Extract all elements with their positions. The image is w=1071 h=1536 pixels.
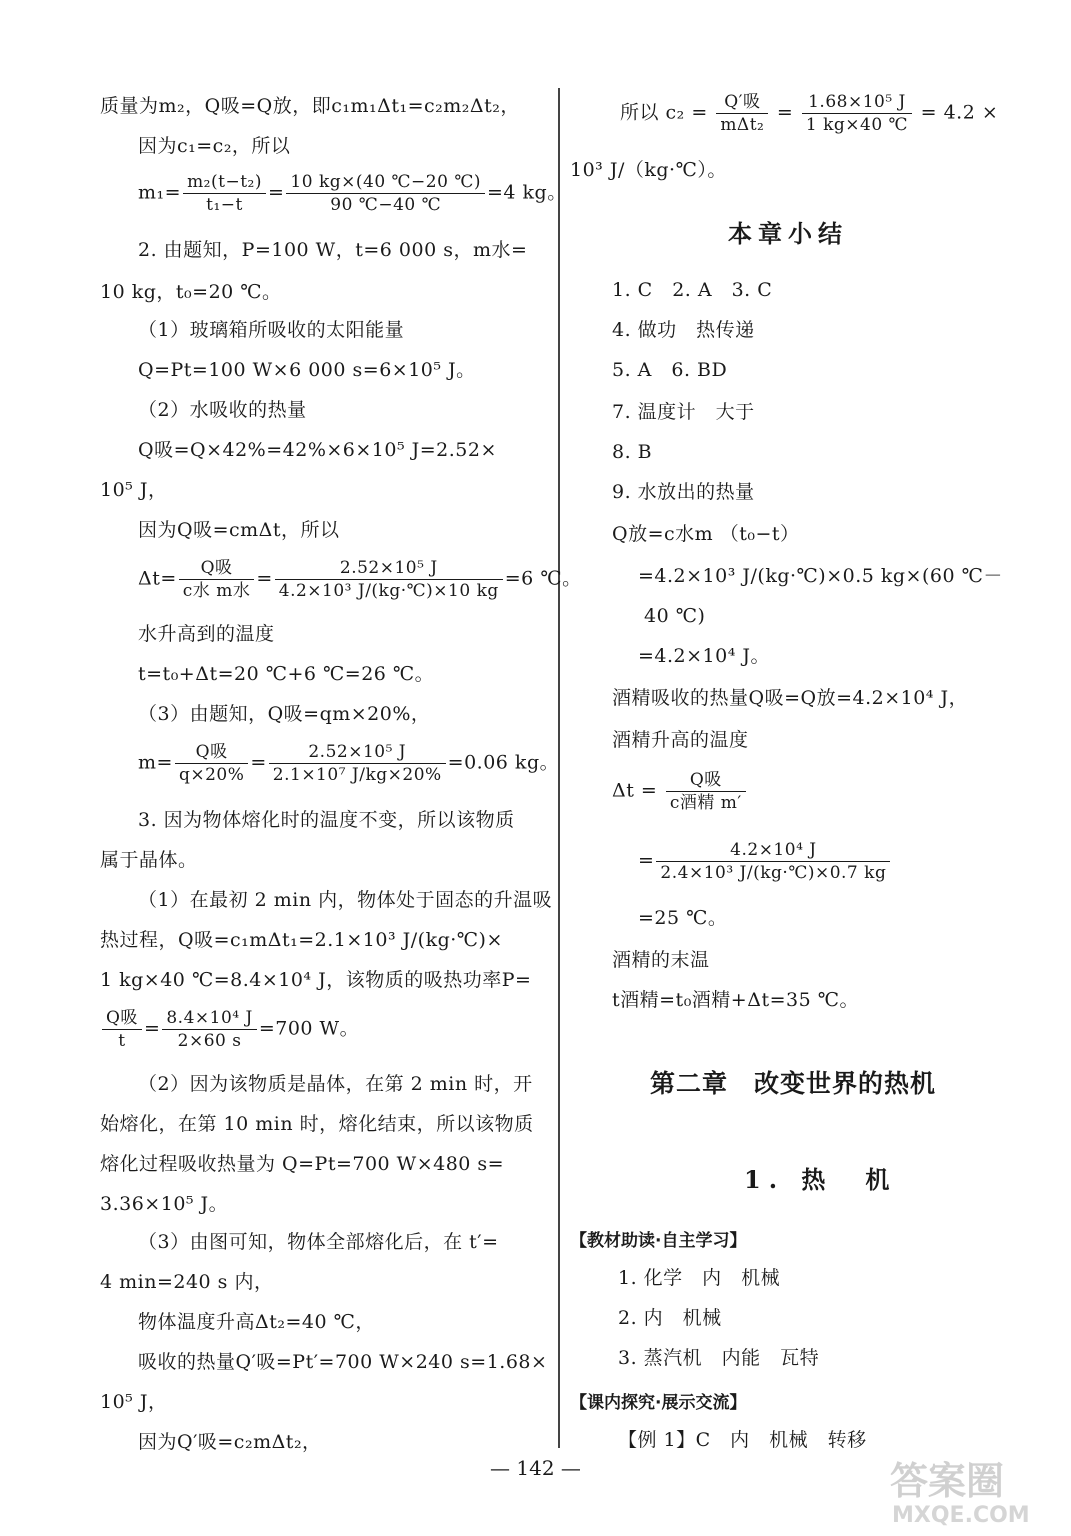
text-line: Q=Pt=100 W×6 000 s=6×10⁵ J。 — [138, 359, 476, 381]
text-line: 1 kg×40 ℃=8.4×10⁴ J，该物质的吸热功率P= — [100, 969, 532, 991]
text-line: 10⁵ J， — [100, 1391, 168, 1413]
text-line: 物体温度升高Δt₂=40 ℃， — [138, 1311, 375, 1333]
equation-m: m= $\frac{\text{Q吸}}{q\times 20\%}$ = $\frac{\text{2.52×10⁵ J}}{\text{2.1×10⁷ J/kg×20\%}}$ =0.06 kg。 — [138, 742, 560, 785]
equation-delta-t: Δt= $\frac{\text{Q吸}}{\text{c水 m水}}$ = $\frac{\text{2.52×10⁵ J}}{\text{4.2×10³ J/(kg·℃)×10 kg}}$ =6 ℃。 — [138, 558, 582, 601]
text-line: 10 kg，t₀=20 ℃。 — [100, 281, 282, 303]
answer-line: 1. 化学 内 机械 — [618, 1267, 781, 1289]
watermark-url: MXQE.COM — [892, 1503, 1030, 1528]
answer-line: Q放=c水m （t₀−t） — [612, 523, 800, 545]
answer-line: 4. 做功 热传递 — [612, 319, 755, 341]
text-line: 熔化过程吸收热量为 Q=Pt=700 W×480 s= — [100, 1153, 505, 1175]
page-number: — 142 — — [490, 1456, 581, 1480]
equation-alcohol-delta-t: Δt = $\frac{\text{Q吸}}{\text{c酒精 m′}}$ — [612, 770, 748, 813]
text-line: Q吸=Q×42%=42%×6×10⁵ J=2.52× — [138, 439, 497, 461]
text-line: 因为Q吸=cmΔt，所以 — [138, 519, 340, 541]
text-line: （3）由题知，Q吸=qm×20%， — [138, 703, 431, 725]
answer-line: =25 ℃。 — [638, 907, 728, 929]
chapter-summary-heading: 本章小结 — [728, 219, 848, 248]
answer-line: 2. 内 机械 — [618, 1307, 722, 1329]
answer-line: 8. B — [612, 441, 653, 463]
text-line: 因为c₁=c₂，所以 — [138, 135, 291, 157]
watermark-text: 答案圈 — [890, 1459, 1005, 1503]
text-line: （2）水吸收的热量 — [138, 399, 307, 421]
watermark-logo-icon — [882, 1450, 1057, 1528]
text-line: 始熔化，在第 10 min 时，熔化结束，所以该物质 — [100, 1113, 534, 1135]
text-line: 2. 由题知，P=100 W，t=6 000 s，m水= — [138, 239, 528, 261]
answer-line: 酒精吸收的热量Q吸=Q放=4.2×10⁴ J， — [612, 687, 969, 709]
answer-line: 酒精升高的温度 — [612, 729, 749, 751]
section-tag: 【教材助读·自主学习】 — [570, 1231, 747, 1251]
text-line: 质量为m₂，Q吸=Q放，即c₁m₁Δt₁=c₂m₂Δt₂， — [100, 95, 520, 117]
text-line: 10⁵ J， — [100, 479, 168, 501]
answer-line: =4.2×10³ J/(kg·℃)×0.5 kg×(60 ℃－ — [638, 565, 1003, 587]
answer-line: 酒精的末温 — [612, 949, 710, 971]
section-tag: 【课内探究·展示交流】 — [570, 1393, 747, 1413]
answer-line: 1. C 2. A 3. C — [612, 279, 773, 301]
text-line: 3. 因为物体熔化时的温度不变，所以该物质 — [138, 809, 515, 831]
equation-alcohol-value: = $\frac{\text{4.2×10⁴ J}}{\text{2.4×10³ J/(kg·℃)×0.7 kg}}$ — [638, 840, 892, 883]
answer-line: 3. 蒸汽机 内能 瓦特 — [618, 1347, 820, 1369]
text-line: 4 min=240 s 内， — [100, 1271, 274, 1293]
answer-line: 9. 水放出的热量 — [612, 481, 755, 503]
text-line: 属于晶体。 — [100, 849, 198, 871]
text-line: 3.36×10⁵ J。 — [100, 1193, 229, 1215]
text-line: 10³ J/（kg·℃）。 — [570, 159, 727, 181]
text-line: （2）因为该物质是晶体，在第 2 min 时，开 — [138, 1073, 533, 1095]
text-line: （3）由图可知，物体全部熔化后，在 t′= — [138, 1231, 499, 1253]
text-line: （1）玻璃箱所吸收的太阳能量 — [138, 319, 405, 341]
answer-line: =4.2×10⁴ J。 — [638, 645, 771, 667]
example-answer: 【例 1】C 内 机械 转移 — [618, 1429, 867, 1451]
section-title: 1. 热 机 — [744, 1165, 898, 1194]
watermark-logo — [882, 1450, 1057, 1528]
text-line: （1）在最初 2 min 内，物体处于固态的升温吸 — [138, 889, 553, 911]
text-line: 水升高到的温度 — [138, 623, 275, 645]
answer-line: 40 ℃) — [644, 605, 706, 627]
answer-line: 5. A 6. BD — [612, 359, 728, 381]
text-line: 热过程，Q吸=c₁mΔt₁=2.1×10³ J/(kg·℃)× — [100, 929, 503, 951]
answer-line: 7. 温度计 大于 — [612, 401, 755, 423]
text-line: 因为Q′吸=c₂mΔt₂， — [138, 1431, 322, 1453]
equation-c2: 所以 c₂ = $\frac{\text{Q′吸}}{\text{mΔt₂}}$ = $\frac{\text{1.68×10⁵ J}}{1 kg\times 40 ℃}$ = 4.2 × — [620, 92, 999, 135]
chapter-title: 第二章 改变世界的热机 — [650, 1069, 937, 1098]
equation-power: $\frac{\text{Q吸}}{t}$ = $\frac{\text{8.4×10⁴ J}}{2\times 60 s}$ =700 W。 — [100, 1008, 359, 1051]
text-line: 吸收的热量Q′吸=Pt′=700 W×240 s=1.68× — [138, 1351, 548, 1373]
answer-line: t酒精=t₀酒精+Δt=35 ℃。 — [612, 989, 859, 1011]
equation-m1: m₁= $\frac{\text{m₂(t−t₂)}}{\text{t₁−t}}$ = $\frac{10 kg\times(40 ℃-20 ℃)}{90 ℃-40 ℃}$ =4 kg。 — [138, 172, 567, 215]
text-line: t=t₀+Δt=20 ℃+6 ℃=26 ℃。 — [138, 663, 435, 685]
